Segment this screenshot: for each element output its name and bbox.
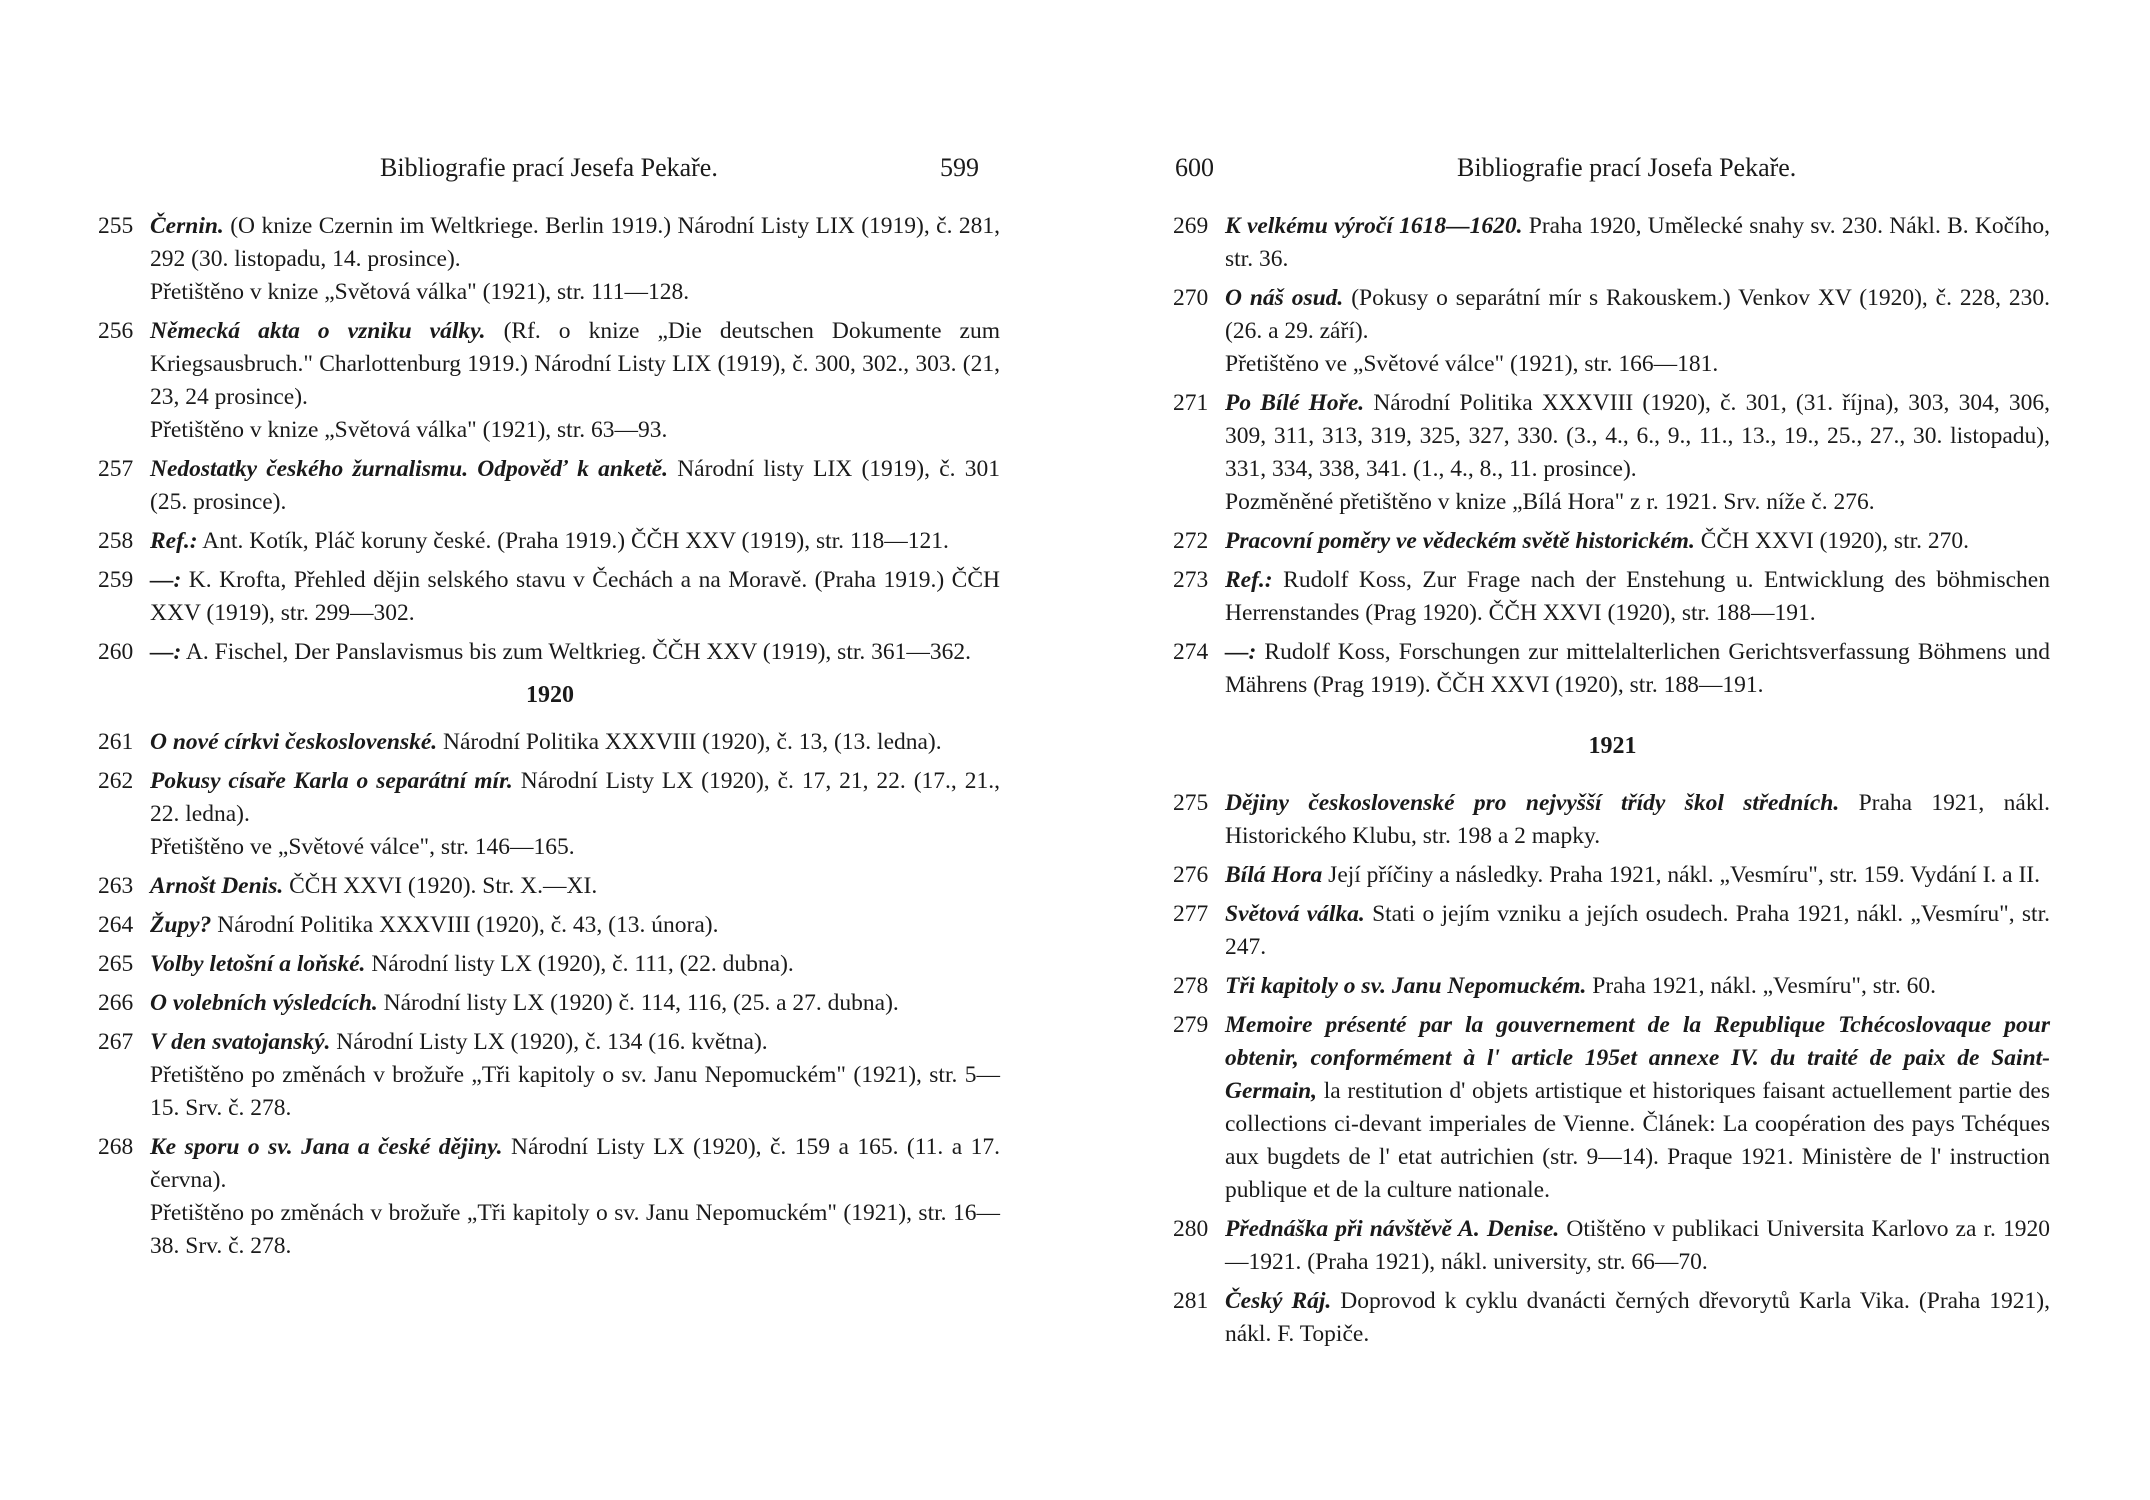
entry-citation: Otištěno v publikaci Universita Karlovo za r. 1920—1921. (Praha 1921), nákl. university, str. 66—70.: [1225, 1216, 2050, 1275]
entry-reprint-note: Přetištěno ve „Světové válce" (1921), str. 166—181.: [1225, 351, 1719, 377]
entry-citation: (O knize Czernin im Weltkriege. Berlin 1919.) Národní Listy LIX (1919), č. 281, 292 (30. listopadu, 14. prosince).: [150, 213, 1000, 272]
bibliography-entry: [100, 948, 1000, 981]
bibliography-entry: [1175, 1285, 2050, 1351]
entry-citation: Její příčiny a následky. Praha 1921, nákl. „Vesmíru", str. 159. Vydání I. a II.: [1322, 862, 2041, 888]
entry-reprint-note: Pozměněné přetištěno v knize „Bílá Hora" z r. 1921. Srv. níže č. 276.: [1225, 489, 1875, 515]
entry-title: —:: [150, 567, 182, 593]
entry-number: 281: [1173, 1288, 1209, 1314]
entry-title: —:: [150, 639, 182, 665]
entry-reprint-note: Přetištěno v knize „Světová válka" (1921), str. 63—93.: [150, 417, 668, 443]
bibliography-entry: [100, 210, 1000, 309]
entry-number: 257: [98, 456, 134, 482]
entry-number: 275: [1173, 790, 1209, 816]
entry-citation: Doprovod k cyklu dvanácti černých dřevorytů Karla Vika. (Praha 1921), nákl. F. Topiče.: [1225, 1288, 2050, 1347]
entry-title: O volebních výsledcích.: [150, 990, 378, 1016]
entry-citation: Národní Listy LX (1920), č. 159 a 165. (11. a 17. června).: [150, 1134, 1000, 1193]
entry-title: Německá akta o vzniku války.: [150, 318, 486, 344]
entry-number: 278: [1173, 973, 1209, 999]
entry-title: Po Bílé Hoře.: [1225, 390, 1365, 416]
entry-number: 269: [1173, 213, 1209, 239]
bibliography-entry: [1175, 898, 2050, 964]
entry-number: 265: [98, 951, 134, 977]
entry-title: O nové církvi československé.: [150, 729, 438, 755]
entry-citation: Národní Politika XXXVIII (1920), č. 301, (31. října), 303, 304, 306, 309, 311, 313, 319, 325, 327, 330. (3., 4., 6., 9., 11., 13., 19., 25., 27., 30. listopadu), 331, 334, 338, 341. (1., 4., 8., 11. prosince).: [1225, 390, 2051, 482]
entry-number: 279: [1173, 1012, 1209, 1038]
entry-number: 267: [98, 1029, 134, 1055]
left-page-header-title: Bibliografie prací Jesefa Pekaře.: [380, 153, 718, 182]
left-entries-after: [100, 726, 1000, 1263]
entry-title: Nedostatky českého žurnalismu. Odpověď k anketě.: [150, 456, 668, 482]
entry-number: 262: [98, 768, 134, 794]
entry-number: 259: [98, 567, 134, 593]
right-page-header-title: Bibliografie prací Josefa Pekaře.: [1457, 153, 1797, 182]
entry-number: 258: [98, 528, 134, 554]
entry-title: V den svatojanský.: [150, 1029, 331, 1055]
right-entries-before: [1175, 210, 2050, 702]
entry-title: Volby letošní a loňské.: [150, 951, 366, 977]
left-page-header: [380, 148, 1000, 188]
entry-number: 268: [98, 1134, 134, 1160]
entry-citation: la restitution d' objets artistique et historiques faisant actuellement partie des collections ci-devant imperiales de Vienne. Článek: La coopération des pays Tchéques aux bugdets de l' etat autrichien (str. 9—14). Praque 1921. Ministère de l' instruction publique et de la culture nationale.: [1225, 1078, 2050, 1203]
entry-number: 271: [1173, 390, 1209, 416]
bibliography-entry: [1175, 1213, 2050, 1279]
bibliography-entry: [1175, 282, 2050, 381]
entry-citation: Národní Politika XXXVIII (1920), č. 43, (13. února).: [211, 912, 719, 938]
entry-title: Přednáška při návštěvě A. Denise.: [1225, 1216, 1560, 1242]
bibliography-entry: [100, 1026, 1000, 1125]
entry-citation: Rudolf Koss, Forschungen zur mittelalterlichen Gerichtsverfassung Böhmens und Mährens (Prag 1919). ČČH XXVI (1920), str. 188—191.: [1225, 639, 2050, 698]
entry-title: Pracovní poměry ve vědeckém světě historickém.: [1225, 528, 1695, 554]
left-entries-before: [100, 210, 1000, 669]
bibliography-entry: [1175, 210, 2050, 276]
entry-number: 274: [1173, 639, 1209, 665]
bibliography-entry: [100, 726, 1000, 759]
bibliography-entry: [100, 909, 1000, 942]
entry-reprint-note: Přetištěno po změnách v brožuře „Tři kapitoly o sv. Janu Nepomuckém" (1921), str. 16—38. Srv. č. 278.: [150, 1200, 1000, 1259]
entry-citation: ČČH XXVI (1920), str. 270.: [1694, 528, 1970, 554]
entry-number: 261: [98, 729, 134, 755]
bibliography-entry: [100, 765, 1000, 864]
entry-title: Bílá Hora: [1225, 862, 1323, 888]
entry-number: 272: [1173, 528, 1209, 554]
entry-number: 263: [98, 873, 134, 899]
entry-title: Ref.:: [150, 528, 198, 554]
bibliography-entry: [100, 564, 1000, 630]
bibliography-entry: [1175, 564, 2050, 630]
entry-citation: Praha 1921, nákl. Historického Klubu, str. 198 a 2 mapky.: [1225, 790, 2050, 849]
entry-title: Pokusy císaře Karla o separátní mír.: [150, 768, 513, 794]
bibliography-entry: [1175, 970, 2050, 1003]
entry-number: 266: [98, 990, 134, 1016]
entry-title: O náš osud.: [1225, 285, 1344, 311]
entry-reprint-note: Přetištěno v knize „Světová válka" (1921), str. 111—128.: [150, 279, 690, 305]
left-page-number: 599: [940, 153, 979, 182]
right-page: [1075, 0, 2150, 1500]
entry-title: Dějiny československé pro nejvyšší třídy škol středních.: [1225, 790, 1840, 816]
entry-title: Ke sporu o sv. Jana a české dějiny.: [150, 1134, 503, 1160]
bibliography-entry: [100, 453, 1000, 519]
entry-citation: Národní listy LX (1920) č. 114, 116, (25. a 27. dubna).: [377, 990, 899, 1016]
right-page-number: 600: [1175, 153, 1214, 182]
entry-citation: Rudolf Koss, Zur Frage nach der Enstehung u. Entwicklung des böhmischen Herrenstandes (Prag 1920). ČČH XXVI (1920), str. 188—191.: [1225, 567, 2050, 626]
entry-number: 255: [98, 213, 134, 239]
bibliography-entry: [100, 987, 1000, 1020]
bibliography-entry: [1175, 636, 2050, 702]
bibliography-entry: [100, 1131, 1000, 1263]
entry-citation: Praha 1921, nákl. „Vesmíru", str. 60.: [1586, 973, 1937, 999]
entry-number: 277: [1173, 901, 1209, 927]
entry-citation: Praha 1920, Umělecké snahy sv. 230. Nákl. B. Kočího, str. 36.: [1225, 213, 2050, 272]
year-heading-1920: 1920: [526, 682, 574, 708]
right-page-content: [1175, 210, 2050, 1357]
bibliography-entry: [100, 870, 1000, 903]
bibliography-entry: [1175, 525, 2050, 558]
entry-citation: Národní Politika XXXVIII (1920), č. 13, (13. ledna).: [437, 729, 942, 755]
entry-citation: (Rf. o knize „Die deutschen Dokumente zum Kriegsausbruch." Charlottenburg 1919.) Národní Listy LIX (1919), č. 300, 302., 303. (21, 23, 24 prosince).: [150, 318, 1000, 410]
entry-citation: Národní listy LX (1920), č. 111, (22. dubna).: [365, 951, 794, 977]
bibliography-entry: [100, 315, 1000, 447]
bibliography-entry: [1175, 859, 2050, 892]
entry-number: 256: [98, 318, 134, 344]
entry-citation: Národní Listy LX (1920), č. 17, 21, 22. (17., 21., 22. ledna).: [150, 768, 1000, 827]
bibliography-entry: [1175, 787, 2050, 853]
bibliography-entry: [1175, 387, 2050, 519]
entry-title: Světová válka.: [1225, 901, 1365, 927]
entry-title: —:: [1225, 639, 1257, 665]
entry-citation: Ant. Kotík, Pláč koruny české. (Praha 1919.) ČČH XXV (1919), str. 118—121.: [197, 528, 949, 554]
entry-number: 280: [1173, 1216, 1209, 1242]
entry-title: Memoire présenté par la gouvernement de la Republique Tchécoslovaque pour obtenir, conformément à l' article 195et annexe IV. du traité de paix de Saint-Germain,: [1225, 1012, 2050, 1104]
entry-number: 264: [98, 912, 134, 938]
entry-citation: A. Fischel, Der Panslavismus bis zum Weltkrieg. ČČH XXV (1919), str. 361—362.: [181, 639, 972, 665]
right-entries-after: [1175, 787, 2050, 1351]
left-page-content: [100, 210, 1000, 1269]
entry-title: Ref.:: [1225, 567, 1273, 593]
bibliography-entry: [100, 525, 1000, 558]
year-heading-1921: 1921: [1588, 733, 1637, 759]
entry-title: Český Ráj.: [1225, 1288, 1332, 1314]
entry-number: 260: [98, 639, 134, 665]
entry-title: Arnošt Denis.: [150, 873, 284, 899]
entry-title: Černin.: [150, 213, 224, 239]
entry-reprint-note: Přetištěno po změnách v brožuře „Tři kapitoly o sv. Janu Nepomuckém" (1921), str. 5—15. Srv. č. 278.: [150, 1062, 1000, 1121]
entry-number: 273: [1173, 567, 1209, 593]
entry-citation: ČČH XXVI (1920). Str. X.—XI.: [283, 873, 598, 899]
bibliography-entry: [100, 636, 1000, 669]
entry-number: 270: [1173, 285, 1209, 311]
entry-citation: Národní Listy LX (1920), č. 134 (16. května).: [330, 1029, 768, 1055]
entry-citation: Národní listy LIX (1919), č. 301 (25. prosince).: [150, 456, 1000, 515]
entry-title: Župy?: [150, 912, 212, 938]
entry-citation: Stati o jejím vzniku a jejích osudech. Praha 1921, nákl. „Vesmíru", str. 247.: [1225, 901, 2050, 960]
entry-number: 276: [1173, 862, 1209, 888]
right-page-header: [1175, 148, 1795, 188]
entry-citation: (Pokusy o separátní mír s Rakouskem.) Venkov XV (1920), č. 228, 230. (26. a 29. září).: [1225, 285, 2050, 344]
entry-citation: K. Krofta, Přehled dějin selského stavu v Čechách a na Moravě. (Praha 1919.) ČČH XXV (1919), str. 299—302.: [150, 567, 1000, 626]
entry-reprint-note: Přetištěno ve „Světové válce", str. 146—165.: [150, 834, 575, 860]
bibliography-entry: [1175, 1009, 2050, 1207]
entry-title: Tři kapitoly o sv. Janu Nepomuckém.: [1225, 973, 1587, 999]
entry-title: K velkému výročí 1618—1620.: [1225, 213, 1523, 239]
